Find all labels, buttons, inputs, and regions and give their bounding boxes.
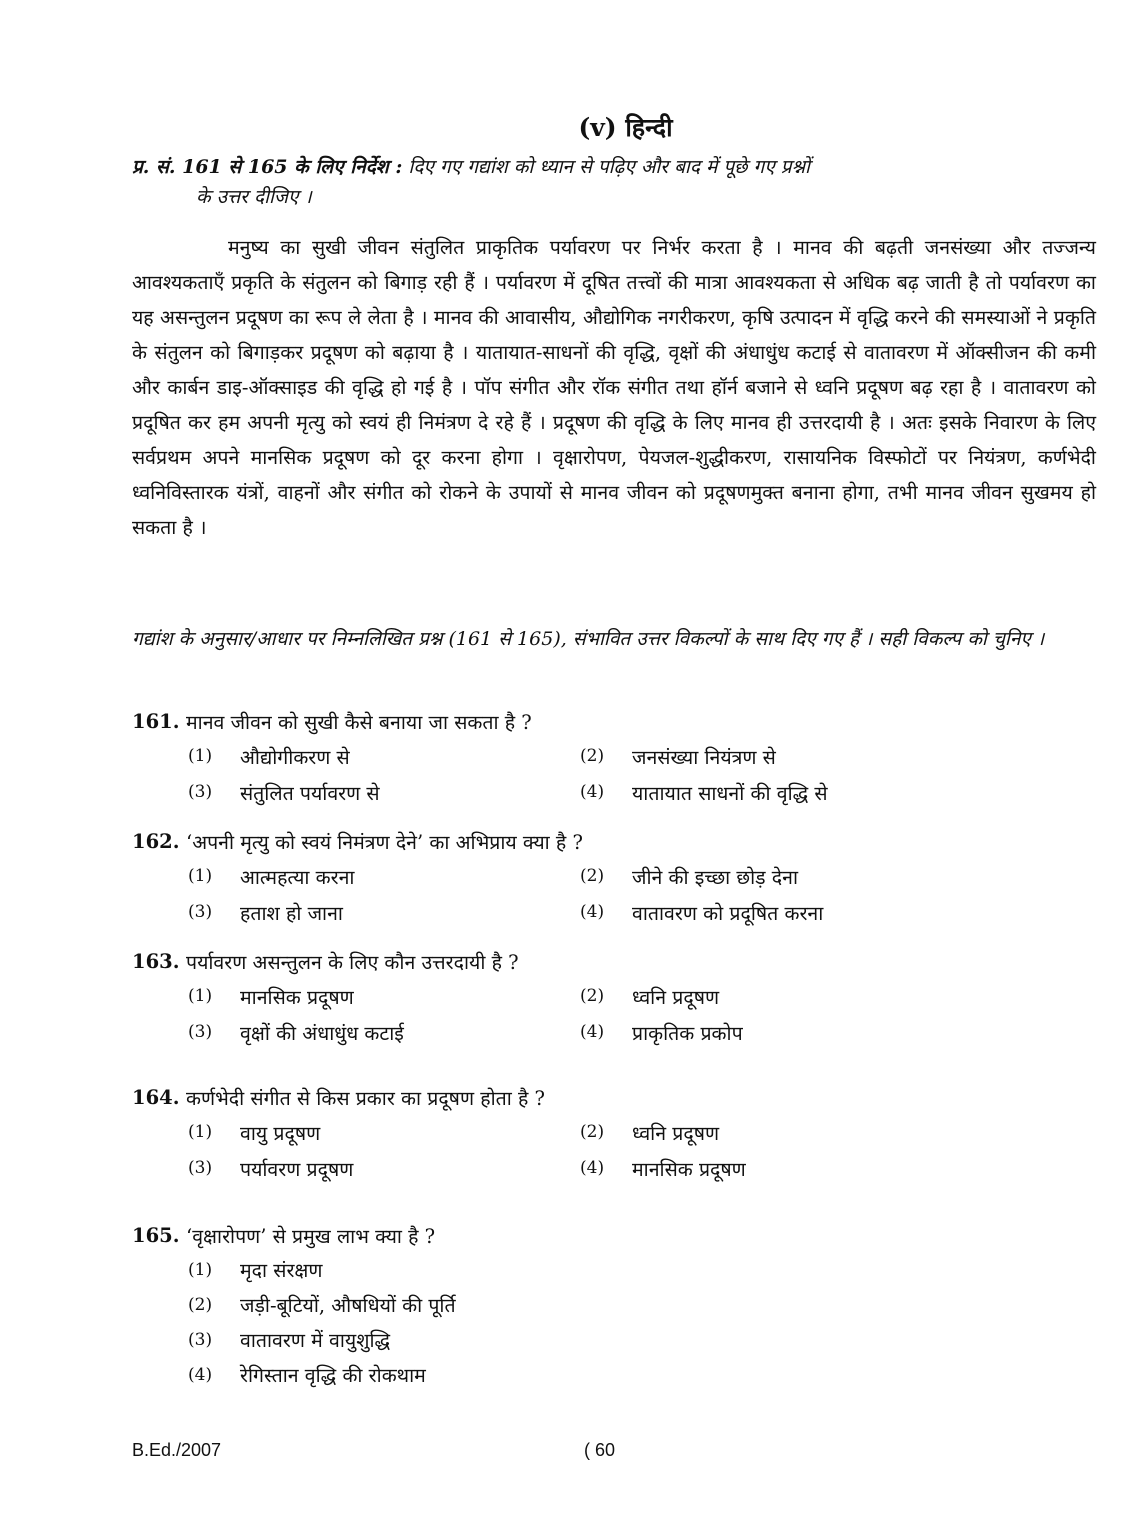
option-4[interactable] bbox=[580, 779, 972, 806]
option-number: (3) bbox=[188, 1329, 213, 1350]
question-number: 163. bbox=[132, 949, 180, 973]
option-2[interactable] bbox=[580, 1119, 972, 1146]
question-161 bbox=[132, 704, 1092, 810]
option-4[interactable] bbox=[580, 1019, 972, 1046]
option-text: आत्महत्या करना bbox=[240, 865, 355, 889]
option-number: (2) bbox=[580, 746, 605, 766]
option-number: (1) bbox=[188, 1259, 213, 1280]
option-3[interactable] bbox=[188, 1019, 580, 1046]
question-163 bbox=[132, 944, 1092, 1050]
option-1[interactable] bbox=[188, 983, 580, 1010]
option-1[interactable] bbox=[188, 1256, 788, 1283]
option-text: जड़ी-बूटियों, औषधियों की पूर्ति bbox=[240, 1294, 456, 1317]
option-number: (2) bbox=[580, 866, 605, 886]
option-text: वातावरण में वायुशुद्धि bbox=[240, 1329, 391, 1352]
question-text: पर्यावरण असन्तुलन के लिए कौन उत्तरदायी है ? bbox=[186, 950, 519, 974]
option-number: (4) bbox=[580, 1158, 605, 1178]
option-text: यातायात साधनों की वृद्धि से bbox=[632, 781, 828, 805]
option-number: (1) bbox=[188, 1122, 213, 1142]
option-number: (1) bbox=[188, 866, 213, 886]
option-number: (4) bbox=[580, 782, 605, 802]
option-text: मानसिक प्रदूषण bbox=[632, 1157, 746, 1181]
option-2[interactable] bbox=[580, 983, 972, 1010]
option-text: वृक्षों की अंधाधुंध कटाई bbox=[240, 1021, 404, 1045]
question-number: 162. bbox=[132, 829, 180, 853]
instruction: गद्यांश के अनुसार/आधार पर निम्नलिखित प्रश्न (161 से 165), संभावित उत्तर विकल्पों के साथ दिए गए हैं । सही विकल्प को चुनिए । bbox=[132, 628, 1045, 650]
option-text: मानसिक प्रदूषण bbox=[240, 985, 354, 1009]
footer-course-code: B.Ed./2007 bbox=[132, 1440, 222, 1460]
option-2[interactable] bbox=[188, 1291, 788, 1318]
question-number: 164. bbox=[132, 1085, 180, 1109]
option-number: (2) bbox=[580, 1122, 605, 1142]
question-164 bbox=[132, 1080, 1092, 1186]
option-text: मृदा संरक्षण bbox=[240, 1259, 323, 1282]
option-4[interactable] bbox=[188, 1361, 788, 1388]
option-4[interactable] bbox=[580, 1155, 972, 1182]
option-number: (3) bbox=[188, 782, 213, 802]
option-3[interactable] bbox=[188, 1155, 580, 1182]
directions bbox=[132, 152, 1100, 212]
option-text: वातावरण को प्रदूषित करना bbox=[632, 901, 824, 925]
option-text: रेगिस्तान वृद्धि की रोकथाम bbox=[240, 1364, 426, 1387]
option-text: ध्वनि प्रदूषण bbox=[632, 1121, 720, 1145]
directions-lead: प्र. सं. 161 से 165 के लिए निर्देश : bbox=[132, 156, 403, 178]
option-1[interactable] bbox=[188, 1119, 580, 1146]
question-text: मानव जीवन को सुखी कैसे बनाया जा सकता है ? bbox=[186, 710, 532, 734]
option-number: (2) bbox=[188, 1294, 213, 1315]
question-number: 165. bbox=[132, 1223, 180, 1247]
question-number: 161. bbox=[132, 709, 180, 733]
option-text: हताश हो जाना bbox=[240, 901, 343, 925]
option-2[interactable] bbox=[580, 863, 972, 890]
question-text: ‘वृक्षारोपण’ से प्रमुख लाभ क्या है ? bbox=[186, 1224, 436, 1248]
question-165 bbox=[132, 1218, 1092, 1392]
option-text: ध्वनि प्रदूषण bbox=[632, 985, 720, 1009]
option-2[interactable] bbox=[580, 743, 972, 770]
directions-text-cont: के उत्तर दीजिए । bbox=[196, 186, 312, 208]
option-number: (3) bbox=[188, 1158, 213, 1178]
option-number: (3) bbox=[188, 1022, 213, 1042]
option-number: (1) bbox=[188, 986, 213, 1006]
directions-text: दिए गए गद्यांश को ध्यान से पढ़िए और बाद में पूछे गए प्रश्नों bbox=[408, 156, 810, 178]
section-title: (v) हिन्दी bbox=[578, 113, 673, 142]
option-number: (4) bbox=[580, 1022, 605, 1042]
option-text: प्राकृतिक प्रकोप bbox=[632, 1021, 743, 1045]
option-4[interactable] bbox=[580, 899, 972, 926]
option-1[interactable] bbox=[188, 743, 580, 770]
option-3[interactable] bbox=[188, 899, 580, 926]
option-text: पर्यावरण प्रदूषण bbox=[240, 1157, 354, 1181]
option-text: जनसंख्या नियंत्रण से bbox=[632, 745, 776, 769]
option-number: (4) bbox=[188, 1364, 213, 1385]
option-number: (2) bbox=[580, 986, 605, 1006]
question-162 bbox=[132, 824, 1092, 930]
option-text: संतुलित पर्यावरण से bbox=[240, 781, 380, 805]
question-text: ‘अपनी मृत्यु को स्वयं निमंत्रण देने’ का अभिप्राय क्या है ? bbox=[186, 830, 583, 854]
option-1[interactable] bbox=[188, 863, 580, 890]
option-text: वायु प्रदूषण bbox=[240, 1121, 321, 1145]
option-3[interactable] bbox=[188, 1326, 788, 1353]
question-text: कर्णभेदी संगीत से किस प्रकार का प्रदूषण होता है ? bbox=[186, 1086, 546, 1110]
passage: मनुष्य का सुखी जीवन संतुलित प्राकृतिक पर्यावरण पर निर्भर करता है । मानव की बढ़ती जनसंख्या और तज्जन्य आवश्यकताएँ प्रकृति के संतुलन को बिगाड़ रही हैं । पर्यावरण में दूषित तत्त्वों की मात्रा आवश्यकता से अधिक बढ़ जाती है तो पर्यावरण का यह असन्तुलन प्रदूषण का रूप ले लेता है । मानव की आवासीय, औद्योगिक नगरीकरण, कृषि उत्पादन में वृद्धि करने की समस्याओं ने प्रकृति के संतुलन को बिगाड़कर प्रदूषण को बढ़ाया है । यातायात-साधनों की वृद्धि, वृक्षों की अंधाधुंध कटाई से वातावरण में ऑक्सीजन की कमी और कार्बन डाइ-ऑक्साइड की वृद्धि हो गई है । पॉप संगीत और रॉक संगीत तथा हॉर्न बजाने से ध्वनि प्रदूषण बढ़ रहा है । वातावरण को प्रदूषित कर हम अपनी मृत्यु को स्वयं ही निमंत्रण दे रहे हैं । प्रदूषण की वृद्धि के लिए मानव ही उत्तरदायी है । अतः इसके निवारण के लिए सर्वप्रथम अपने मानसिक प्रदूषण को दूर करना होगा । वृक्षारोपण, पेयजल-शुद्धीकरण, रासायनिक विस्फोटों पर नियंत्रण, कर्णभेदी ध्वनिविस्तारक यंत्रों, वाहनों और संगीत को रोकने के उपायों से मानव जीवन को प्रदूषणमुक्त बनाना होगा, तभी मानव जीवन सुखमय हो सकता है । bbox=[132, 236, 1096, 539]
option-number: (1) bbox=[188, 746, 213, 766]
option-text: औद्योगीकरण से bbox=[240, 745, 350, 769]
option-number: (4) bbox=[580, 902, 605, 922]
option-text: जीने की इच्छा छोड़ देना bbox=[632, 865, 799, 889]
option-3[interactable] bbox=[188, 779, 580, 806]
footer-page-number: ( 60 bbox=[584, 1440, 616, 1460]
option-number: (3) bbox=[188, 902, 213, 922]
